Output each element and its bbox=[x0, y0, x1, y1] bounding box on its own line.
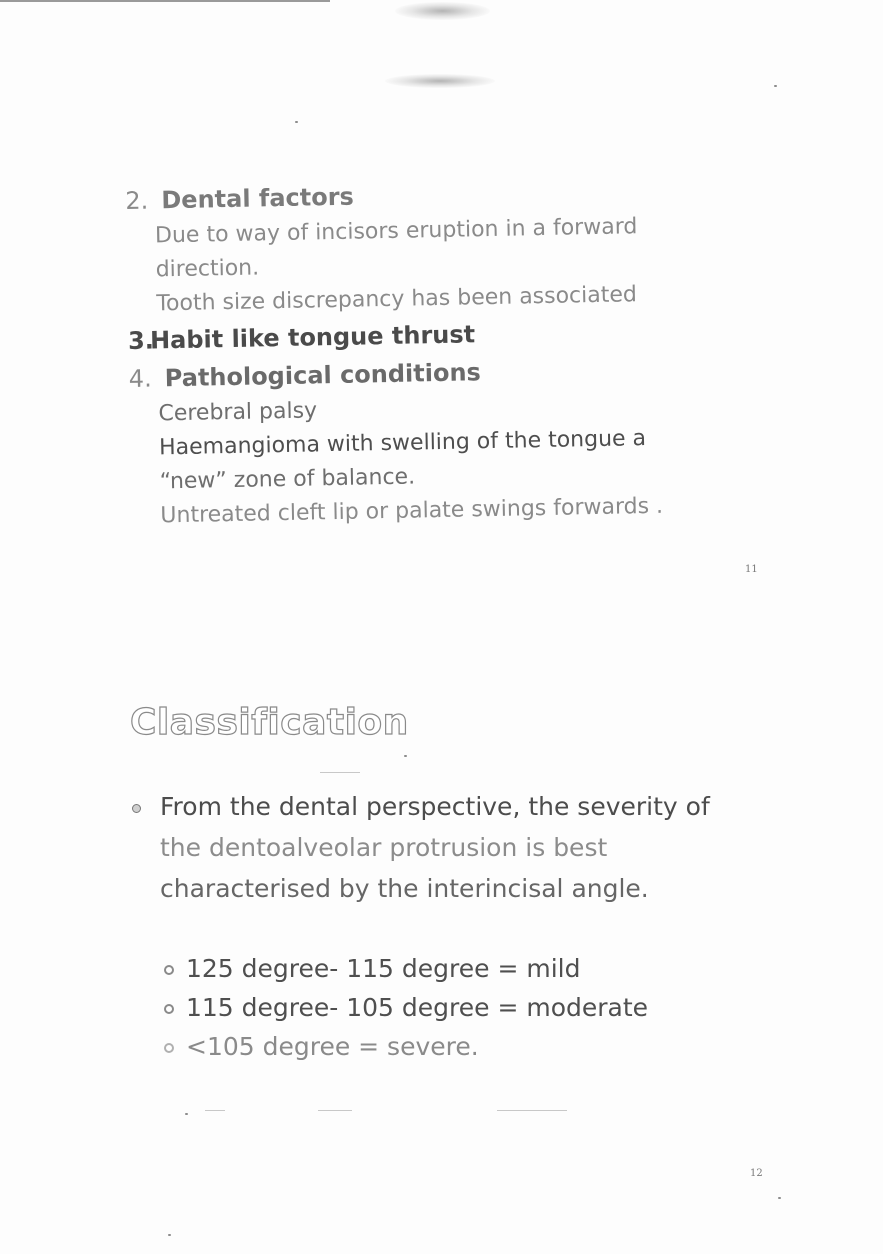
scan-dash bbox=[205, 1110, 225, 1111]
page-number: 11 bbox=[745, 564, 758, 575]
item-number: 4. bbox=[128, 364, 152, 393]
item-detail-line: direction. bbox=[155, 255, 260, 283]
page-title: Classification bbox=[130, 702, 409, 743]
sub-bullet-list bbox=[130, 949, 770, 1066]
bullet-text-line: the dentoalveolar protrusion is best bbox=[160, 833, 608, 862]
scan-edge-line bbox=[0, 0, 330, 2]
page-number: 12 bbox=[750, 1168, 763, 1179]
scan-smudge-top bbox=[395, 2, 490, 20]
scan-speck bbox=[774, 85, 777, 87]
list-item bbox=[162, 988, 770, 1027]
item-heading-text: Habit like tongue thrust bbox=[149, 320, 476, 355]
list-item bbox=[162, 949, 770, 988]
bullet-text-line: characterised by the interincisal angle. bbox=[160, 874, 649, 903]
scan-speck bbox=[168, 1234, 171, 1236]
item-detail-line: Tooth size discrepancy has been associated bbox=[156, 282, 638, 317]
slide-11-content bbox=[125, 170, 752, 534]
scan-speck bbox=[295, 121, 298, 123]
item-number: 3. bbox=[127, 326, 155, 355]
bullet-ring-icon bbox=[164, 1043, 174, 1053]
list-item bbox=[130, 786, 770, 909]
list-item-pathological-conditions bbox=[128, 348, 751, 534]
sub-bullet-text: 115 degree- 105 degree = moderate bbox=[186, 993, 649, 1022]
scan-speck bbox=[404, 755, 407, 757]
bullet-ring-icon bbox=[164, 965, 174, 975]
item-number: 2. bbox=[125, 186, 149, 215]
sub-bullet-text: 125 degree- 115 degree = mild bbox=[186, 954, 581, 983]
sub-bullet-text: <105 degree = severe. bbox=[186, 1032, 479, 1061]
scan-speck bbox=[185, 1113, 188, 1115]
item-detail-line: Due to way of incisors eruption in a forward bbox=[154, 214, 638, 249]
bullet-dot-icon bbox=[132, 804, 141, 813]
list-item bbox=[162, 1027, 770, 1066]
scan-dash bbox=[497, 1110, 567, 1111]
item-heading-text: Dental factors bbox=[161, 182, 355, 215]
item-heading-text: Pathological conditions bbox=[164, 358, 482, 393]
scan-dash bbox=[318, 1110, 352, 1111]
bullet-text-line: From the dental perspective, the severity of bbox=[160, 792, 710, 821]
scan-smudge-upper bbox=[385, 74, 495, 88]
list-item-dental-factors bbox=[125, 170, 748, 322]
item-detail-line: Haemangioma with swelling of the tongue a bbox=[158, 426, 647, 461]
scan-dash bbox=[320, 772, 360, 773]
item-detail-line: “new” zone of balance. bbox=[159, 464, 416, 495]
item-detail-line: Untreated cleft lip or palate swings forwards . bbox=[160, 493, 664, 529]
scan-speck bbox=[778, 1197, 781, 1199]
item-detail-line: Cerebral palsy bbox=[158, 398, 318, 427]
slide-12-content bbox=[130, 786, 770, 1066]
bullet-ring-icon bbox=[164, 1004, 174, 1014]
